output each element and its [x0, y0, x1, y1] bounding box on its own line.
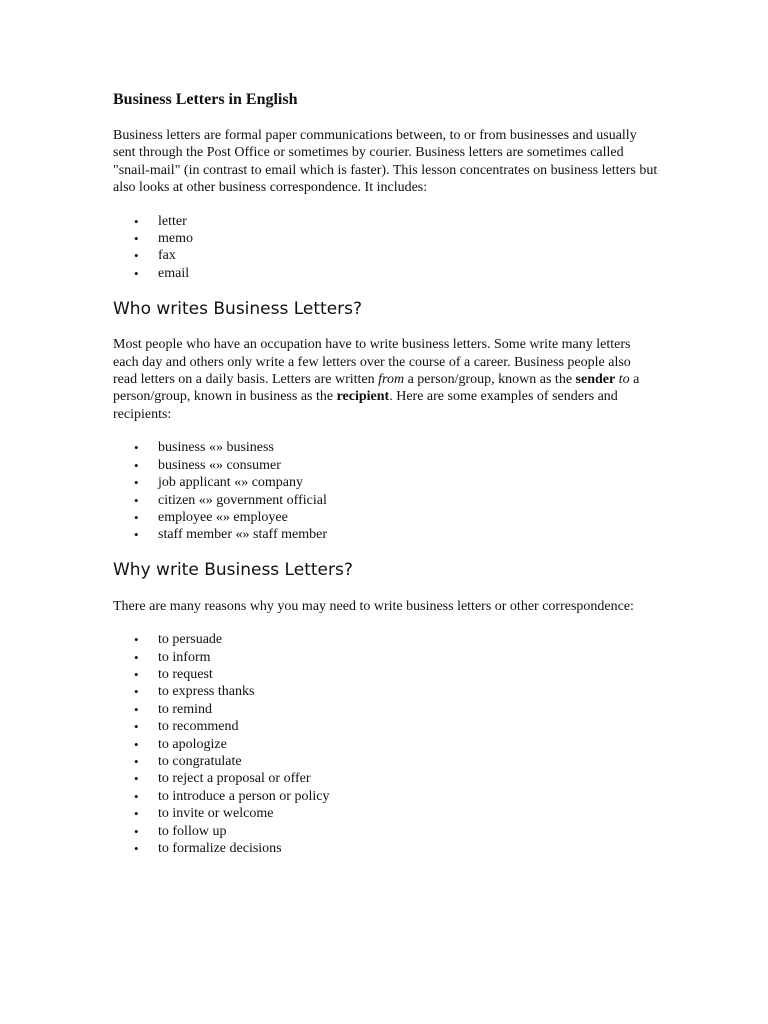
bullet-icon: • — [134, 492, 139, 508]
list-item: • to invite or welcome — [134, 806, 274, 822]
bullet-icon: • — [134, 213, 139, 229]
list-item: • to remind — [134, 701, 213, 717]
why-paragraph: There are many reasons why you may need to write business letters or other correspondence: — [113, 598, 634, 614]
list-item: • staff member «» staff member — [134, 527, 327, 543]
bullet-icon: • — [134, 771, 139, 787]
bullet-icon: • — [134, 666, 139, 682]
emphasis-to: to — [618, 372, 630, 388]
bullet-icon: • — [134, 265, 139, 281]
list-item: • to recommend — [134, 719, 239, 735]
senders-recipients-list — [113, 439, 658, 543]
list-item: • memo — [134, 231, 193, 247]
reasons-list — [113, 631, 658, 857]
list-item: • employee «» employee — [134, 509, 288, 525]
list-item: • job applicant «» company — [134, 475, 304, 491]
list-item: • to formalize decisions — [134, 841, 282, 856]
intro-list — [113, 213, 658, 283]
bullet-icon: • — [134, 509, 139, 525]
page-title: Business Letters in English — [113, 91, 298, 108]
bullet-icon: • — [134, 753, 139, 769]
list-item: • to inform — [134, 649, 211, 665]
list-item: • fax — [134, 248, 176, 264]
bullet-icon: • — [134, 841, 139, 856]
bullet-icon: • — [134, 719, 139, 735]
intro-paragraph: Business letters are formal paper communications between, to or from businesses and usually sent through the Post Office or sometimes by courier. Business letters are sometimes called "snail-mail" (in contrast to email which is faster). This lesson concentrates on business letters but also looks at other business correspondence. It includes: — [113, 128, 658, 196]
bullet-icon: • — [134, 231, 139, 247]
list-item: • citizen «» government official — [134, 492, 327, 508]
list-item: • to express thanks — [134, 684, 255, 700]
bullet-icon: • — [134, 248, 139, 264]
emphasis-from: from — [378, 372, 405, 388]
bullet-icon: • — [134, 649, 139, 665]
list-item: • to apologize — [134, 736, 227, 752]
bullet-icon: • — [134, 788, 139, 804]
list-item: • to reject a proposal or offer — [134, 771, 311, 787]
list-item: • to persuade — [134, 632, 223, 648]
list-item: • email — [134, 265, 190, 281]
section-heading-why: Why write Business Letters? — [113, 559, 353, 580]
list-item: • to introduce a person or policy — [134, 788, 330, 804]
bullet-icon: • — [134, 475, 139, 491]
bullet-icon: • — [134, 806, 139, 822]
section-heading-who: Who writes Business Letters? — [113, 299, 363, 320]
document-page — [113, 88, 658, 857]
list-item: • to follow up — [134, 823, 227, 839]
term-sender: sender — [575, 372, 616, 388]
list-item: • letter — [134, 213, 187, 229]
list-item: • to request — [134, 666, 213, 682]
bullet-icon: • — [134, 701, 139, 717]
list-item: • business «» consumer — [134, 457, 281, 473]
bullet-icon: • — [134, 527, 139, 543]
term-recipient: recipient — [336, 389, 390, 405]
bullet-icon: • — [134, 457, 139, 473]
bullet-icon: • — [134, 440, 139, 456]
bullet-icon: • — [134, 823, 139, 839]
list-item: • business «» business — [134, 440, 274, 456]
bullet-icon: • — [134, 684, 139, 700]
list-item: • to congratulate — [134, 753, 242, 769]
bullet-icon: • — [134, 736, 139, 752]
bullet-icon: • — [134, 632, 139, 648]
who-paragraph: Most people who have an occupation have to write business letters. Some write many letters each day and others only write a few letters over the course of a career. Business people also read letters on a daily basis. Letters are written from a person/group, known as the sender to a person/group, known in business as the recipient. Here are some examples of senders and recipients: — [113, 337, 640, 422]
